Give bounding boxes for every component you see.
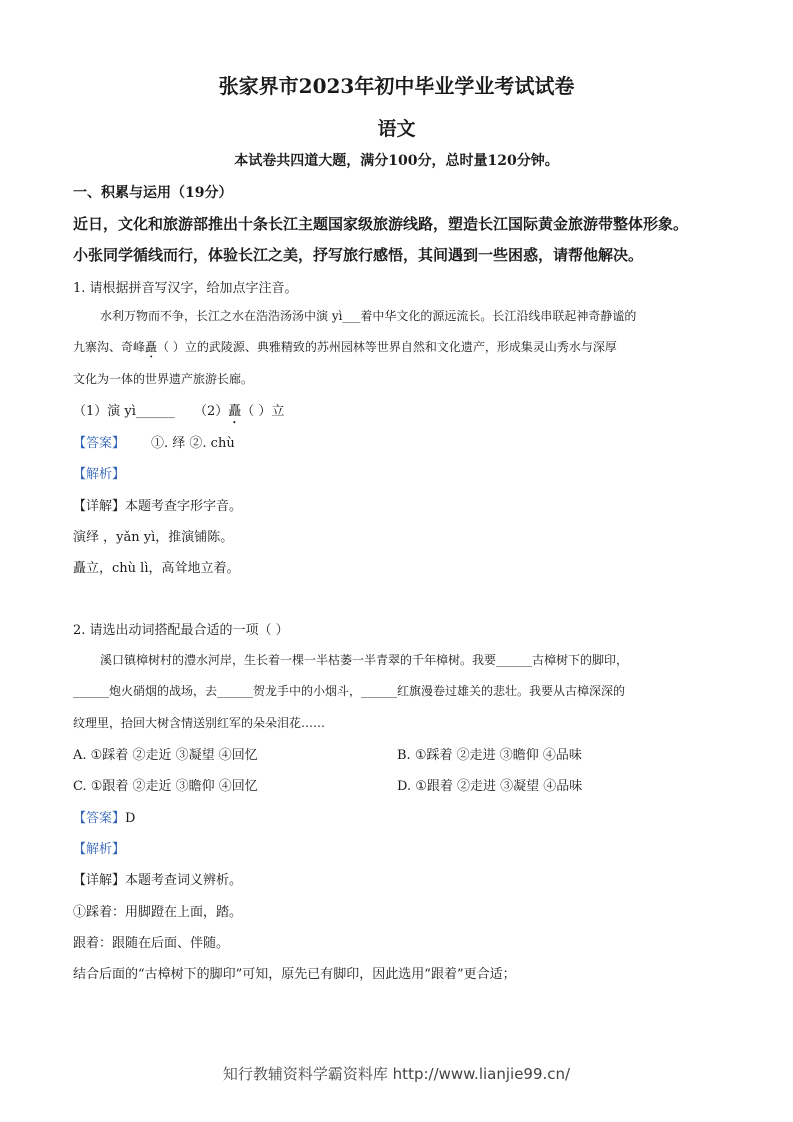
q1-detail-text: 本题考查字形字音。 (125, 499, 243, 514)
footer-watermark: 知行教辅资料学霸资料库 http://www.lianjie99.cn/ (222, 1065, 571, 1083)
q2-option-c: C. ①跟着 ②走近 ③瞻仰 ④回忆 (73, 779, 258, 794)
section-intro-line-2: 小张同学循线而行，体验长江之美，抒写旅行感悟，其间遇到一些困惑，请帮他解决。 (73, 246, 644, 264)
exam-info: 本试卷共四道大题，满分100分，总时量120分钟。 (234, 153, 559, 169)
q2-detail (73, 869, 242, 888)
q1-explanation-2: 矗立，chù lì，高耸地立着。 (73, 561, 240, 576)
q1-detail (73, 495, 242, 514)
answer-tag: 【答案】 (73, 436, 126, 451)
q2-option-d: D. ①跟着 ②走进 ③凝望 ④品味 (397, 779, 583, 794)
q1-dotted-char: 矗 (145, 340, 158, 354)
q1-passage-line-2-end: （ ）立的武陵源、典雅精致的苏州园林等世界自然和文化遗产，形成集灵山秀水与深厚 (157, 340, 617, 354)
subject-title: 语文 (377, 118, 416, 140)
q1-answer (73, 432, 235, 451)
detail-tag: 【详解】 (73, 499, 126, 514)
q2-detail-text: 本题考查词义辨析。 (125, 873, 243, 888)
q1-blank-2-label: （2） (194, 404, 229, 419)
q1-blank-2-char: 矗 (228, 404, 242, 419)
section-intro-line-1: 近日，文化和旅游部推出十条长江主题国家级旅游线路，塑造长江国际黄金旅游带整体形象。 (73, 215, 689, 233)
q2-explanation-1: ①踩着：用脚蹬在上面，踏。 (73, 905, 243, 920)
detail-tag: 【详解】 (73, 873, 126, 888)
q2-prompt: 2. 请选出动词搭配最合适的一项（ ） (73, 623, 289, 638)
q2-explanation-3: 结合后面的“古樟树下的脚印”可知，原先已有脚印，因此选用“跟着”更合适； (73, 967, 516, 982)
q1-answer-text: ①. 绎 ②. chù (151, 436, 235, 451)
q2-option-a: A. ①踩着 ②走近 ③凝望 ④回忆 (73, 748, 258, 763)
q1-passage-line-2 (73, 338, 617, 361)
q1-blank-2-suffix: （ ）立 (241, 404, 285, 419)
q2-option-b: B. ①踩着 ②走进 ③瞻仰 ④品味 (397, 748, 582, 763)
q1-explanation-1: 演绎 ，yǎn yì，推演铺陈。 (73, 530, 234, 545)
q1-analysis-tag: 【解析】 (73, 467, 126, 482)
answer-tag: 【答案】 (73, 811, 126, 826)
q2-passage-line-2: ______炮火硝烟的战场，去______贺龙手中的小烟斗，______红旗漫卷过雄关的悲壮。我要从古樟深深的 (73, 684, 626, 698)
q2-passage-line-3: 纹理里，拾回大树含情送别红军的朵朵泪花…… (73, 716, 326, 730)
q1-passage-line-2-start: 九寨沟、奇峰 (73, 340, 146, 354)
q1-passage-line-3: 文化为一体的世界遗产旅游长廊。 (73, 372, 254, 386)
q1-blank-2 (194, 400, 284, 427)
q2-answer-text: D (125, 811, 136, 826)
q1-passage-line-1: 水利万物而不争，长江之水在浩浩汤汤中演 yì___着中华文化的源远流长。长江沿线串联起神奇静谧的 (100, 309, 637, 323)
q2-passage-line-1: 溪口镇樟树村的澧水河岸，生长着一棵一半枯萎一半青翠的千年樟树。我要______古樟树下的脚印， (100, 653, 629, 667)
q1-blank-1: （1）演 yì______ (73, 404, 175, 419)
section-heading: 一、积累与运用（19分） (73, 185, 233, 201)
q2-analysis-tag: 【解析】 (73, 842, 126, 857)
q1-prompt: 1. 请根据拼音写汉字，给加点字注音。 (73, 281, 298, 296)
exam-title: 张家界市2023年初中毕业学业考试试卷 (218, 74, 575, 98)
q2-explanation-2: 跟着：跟随在后面、伴随。 (73, 936, 230, 951)
q2-answer (73, 807, 135, 826)
